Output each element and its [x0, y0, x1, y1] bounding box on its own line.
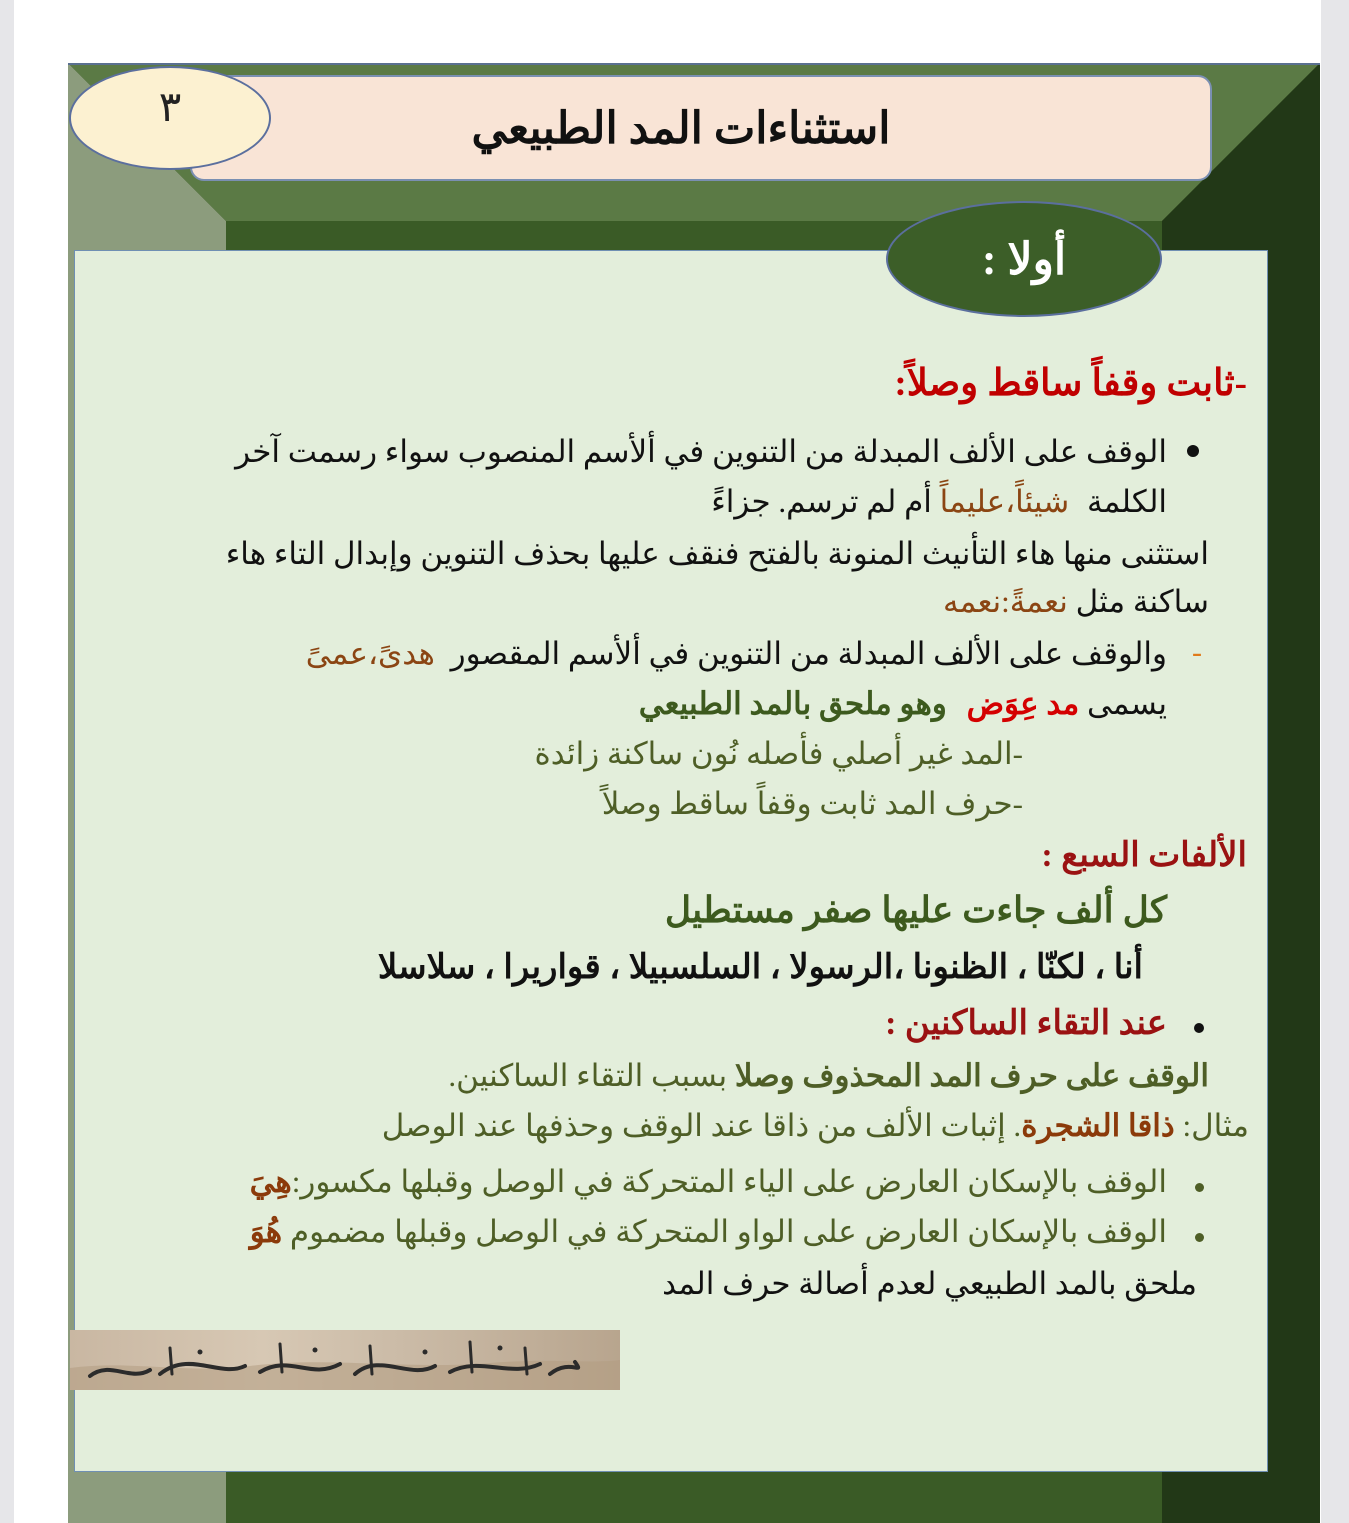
alifat-rule: كل ألف جاءت عليها صفر مستطيل [664, 890, 1167, 930]
bullet-1-examples: شيئاً،عليماً [939, 484, 1070, 519]
bullet-dot [1195, 1233, 1204, 1242]
bullet-1-line-2 [711, 480, 1167, 524]
bullet-dot [1195, 1183, 1204, 1192]
bullet-3-example: هِيَ [249, 1164, 292, 1199]
calligraphy-logo [70, 1330, 620, 1390]
page-title: استثناءات المد الطبيعي [471, 103, 891, 153]
heading-two-sakin: عند التقاء الساكنين : [885, 1005, 1167, 1042]
alifat-list: أنا ، لكنّا ، الظنونا ،الرسولا ، السلسبيلا ، قواريرا ، سلاسلا [377, 949, 1143, 986]
heading-fixed-waqf: -ثابت وقفاً ساقط وصلاً: [894, 363, 1247, 404]
dash-item-text: والوقف على الألف المبدلة من التنوين في ألأسم المقصور [450, 636, 1167, 671]
heading-alifat: الألفات السبع : [1041, 837, 1247, 874]
dash-item-start: يسمى [1086, 686, 1167, 721]
bullet-dot [1194, 1023, 1204, 1033]
bullet-4-example: هُوَ [249, 1214, 283, 1249]
paragraph-exception-line-1: استثنى منها هاء التأنيث المنونة بالفتح فنقف عليها بحذف التنوين وإبدال التاء هاء [225, 536, 1209, 571]
sakinayn-rule-end: بسبب التقاء الساكنين. [448, 1058, 728, 1093]
section-label: أولا : [981, 234, 1067, 284]
bullet-1-start: الكلمة [1087, 484, 1167, 519]
bullet-3-text: الوقف بالإسكان العارض على الياء المتحركة في الوصل وقبلها مكسور: [291, 1164, 1167, 1199]
bullet-dot [1187, 445, 1199, 457]
page-number-badge [69, 66, 271, 170]
scrollbar-track[interactable] [1321, 0, 1349, 1523]
note-1: -المد غير أصلي فأصله نُون ساكنة زائدة [534, 736, 1023, 771]
paragraph-exception-start: ساكنة مثل [1075, 584, 1209, 619]
title-banner [190, 75, 1212, 181]
dash-item-line-1 [306, 632, 1167, 676]
example-label: مثال: [1182, 1108, 1249, 1143]
bullet-4-text: الوقف بالإسكان العارض على الواو المتحركة في الوصل وقبلها مضموم [289, 1214, 1167, 1249]
section-badge [886, 201, 1162, 317]
sakinayn-example [382, 1104, 1249, 1148]
example-text: . إثبات الألف من ذاقا عند الوقف وحذفها عند الوصل [381, 1108, 1022, 1143]
dash-item-examples: هدىً،عمىً [305, 636, 435, 671]
dash-marker: - [1192, 636, 1202, 669]
bullet-3 [250, 1160, 1167, 1204]
page-number: ٣ [158, 85, 182, 131]
sakinayn-rule-bold: الوقف على حرف المد المحذوف وصلا [734, 1058, 1209, 1093]
example-word: ذاقا الشجرة [1021, 1108, 1175, 1143]
dash-item-end: وهو ملحق بالمد الطبيعي [638, 686, 947, 721]
note-2: -حرف المد ثابت وقفاً ساقط وصلاً [601, 786, 1023, 821]
bullet-1-end: أم لم ترسم. جزاءً [711, 484, 932, 519]
sakinayn-rule [448, 1054, 1209, 1098]
paragraph-exception-line-2 [943, 580, 1209, 624]
mad-iwad-term: مد عِوَض [966, 686, 1080, 721]
dash-item-line-2 [639, 682, 1167, 726]
paragraph-exception-example: نعمةً:نعمه [943, 584, 1068, 619]
closing-line: ملحق بالمد الطبيعي لعدم أصالة حرف المد [662, 1266, 1197, 1301]
bullet-4 [250, 1210, 1167, 1254]
left-margin [0, 0, 14, 1523]
bullet-1-line-1: الوقف على الألف المبدلة من التنوين في ألأسم المنصوب سواء رسمت آخر [235, 434, 1167, 469]
